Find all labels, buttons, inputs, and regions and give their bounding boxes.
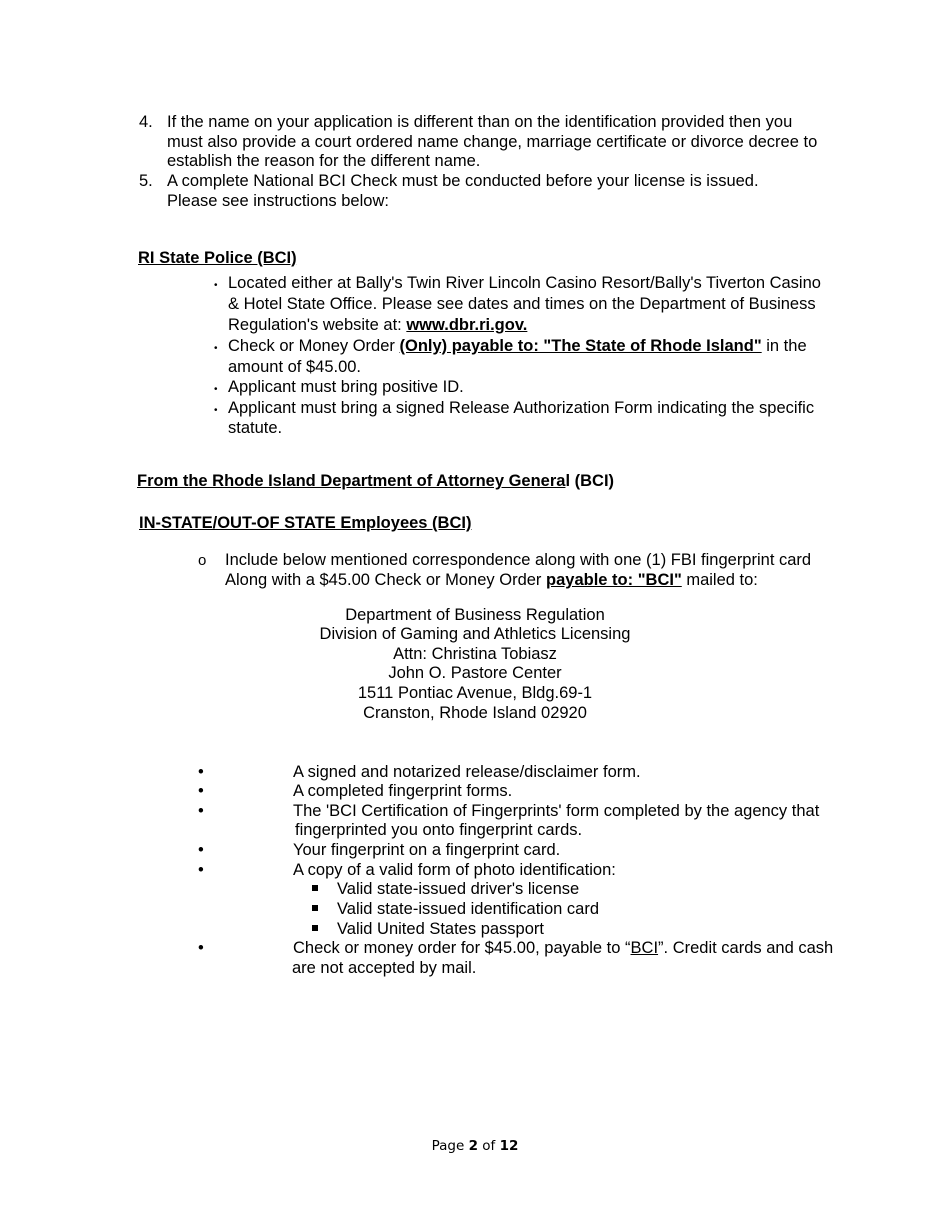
requirement-item-continued: are not accepted by mail. bbox=[292, 959, 477, 977]
requirement-item: A copy of a valid form of photo identification: bbox=[293, 861, 616, 879]
requirement-item: Your fingerprint on a fingerprint card. bbox=[293, 841, 561, 859]
item-number: 4. bbox=[139, 113, 153, 131]
instate-heading: IN-STATE/OUT-OF STATE Employees (BCI) bbox=[139, 514, 472, 532]
page-number bbox=[0, 1136, 950, 1156]
id-type-item: Valid state-issued identification card bbox=[337, 900, 600, 918]
requirement-item: A completed fingerprint forms. bbox=[293, 782, 513, 800]
item-4-line-1: If the name on your application is different than on the identification provided then you bbox=[167, 113, 793, 131]
address-line: 1511 Pontiac Avenue, Bldg.69-1 bbox=[357, 684, 593, 702]
item-4-line-2: must also provide a court ordered name change, marriage certificate or divorce decree to bbox=[167, 133, 818, 151]
ri-state-police-heading: RI State Police (BCI) bbox=[138, 249, 297, 267]
address-line: Cranston, Rhode Island 02920 bbox=[363, 704, 587, 722]
text: mailed to: bbox=[681, 571, 758, 589]
bci-location-line-1: Located either at Bally's Twin River Lincoln Casino Resort/Bally's Tiverton Casino bbox=[228, 274, 821, 292]
requirement-item-continued: fingerprinted you onto fingerprint cards. bbox=[295, 821, 583, 839]
dbr-website-link[interactable]: www.dbr.ri.gov. bbox=[406, 316, 528, 334]
payable-bci-text: payable to: "BCI" bbox=[546, 571, 682, 589]
bullet-marker: • bbox=[214, 280, 218, 291]
positive-id-text: Applicant must bring positive ID. bbox=[228, 378, 464, 396]
id-type-item: Valid United States passport bbox=[337, 920, 544, 938]
text: Page bbox=[431, 1138, 469, 1154]
release-form-line-1: Applicant must bring a signed Release Authorization Form indicating the specific bbox=[228, 399, 815, 417]
instate-line-1: Include below mentioned correspondence along with one (1) FBI fingerprint card bbox=[225, 551, 812, 569]
requirement-item: A signed and notarized release/disclaimer form. bbox=[293, 763, 641, 781]
text: Check or Money Order bbox=[228, 337, 400, 355]
bullet-marker: • bbox=[214, 405, 218, 416]
item-5-line-2: Please see instructions below: bbox=[167, 192, 389, 210]
requirement-item: The 'BCI Certification of Fingerprints' form completed by the agency that bbox=[293, 802, 820, 820]
text: ”. Credit cards and cash bbox=[658, 939, 834, 957]
payment-line-1 bbox=[228, 336, 807, 356]
bullet-marker: • bbox=[198, 861, 204, 879]
bullet-marker: • bbox=[198, 782, 204, 800]
text: Along with a $45.00 Check or Money Order bbox=[225, 571, 547, 589]
payment-line-2: amount of $45.00. bbox=[228, 358, 362, 376]
item-5-line-1: A complete National BCI Check must be conducted before your license is issued. bbox=[167, 172, 759, 190]
circle-bullet: o bbox=[198, 552, 207, 569]
payable-to-text: (Only) payable to: "The State of Rhode Island" bbox=[399, 337, 762, 355]
square-bullet bbox=[312, 905, 318, 911]
item-4-line-3: establish the reason for the different name. bbox=[167, 152, 481, 170]
bullet-marker: • bbox=[198, 841, 204, 859]
address-line: Division of Gaming and Athletics Licensing bbox=[319, 625, 631, 643]
text: of bbox=[477, 1138, 500, 1154]
release-form-line-2: statute. bbox=[228, 419, 283, 437]
address-line: Attn: Christina Tobiasz bbox=[393, 645, 557, 663]
requirement-item bbox=[293, 938, 833, 958]
bci-location-line-3 bbox=[228, 315, 527, 335]
item-number: 5. bbox=[139, 172, 153, 190]
text: Regulation's website at: bbox=[228, 316, 407, 334]
attorney-general-heading bbox=[137, 471, 614, 491]
heading-underlined: From the Rhode Island Department of Attorney Genera bbox=[137, 472, 566, 490]
bci-link[interactable]: BCI bbox=[630, 939, 659, 957]
current-page: 2 bbox=[468, 1138, 478, 1154]
bullet-marker: • bbox=[198, 802, 204, 820]
bullet-marker: • bbox=[198, 763, 204, 781]
text: in the bbox=[761, 337, 807, 355]
instate-line-2 bbox=[225, 570, 758, 590]
total-pages: 12 bbox=[499, 1138, 519, 1154]
heading-rest: l (BCI) bbox=[565, 472, 615, 490]
text: Check or money order for $45.00, payable to “ bbox=[293, 939, 631, 957]
bullet-marker: • bbox=[198, 939, 204, 957]
square-bullet bbox=[312, 885, 318, 891]
bullet-marker: • bbox=[214, 384, 218, 395]
bullet-marker: • bbox=[214, 343, 218, 354]
id-type-item: Valid state-issued driver's license bbox=[337, 880, 580, 898]
square-bullet bbox=[312, 925, 318, 931]
bci-location-line-2: & Hotel State Office. Please see dates and times on the Department of Business bbox=[228, 295, 816, 313]
address-line: John O. Pastore Center bbox=[388, 664, 562, 682]
address-line: Department of Business Regulation bbox=[345, 606, 605, 624]
